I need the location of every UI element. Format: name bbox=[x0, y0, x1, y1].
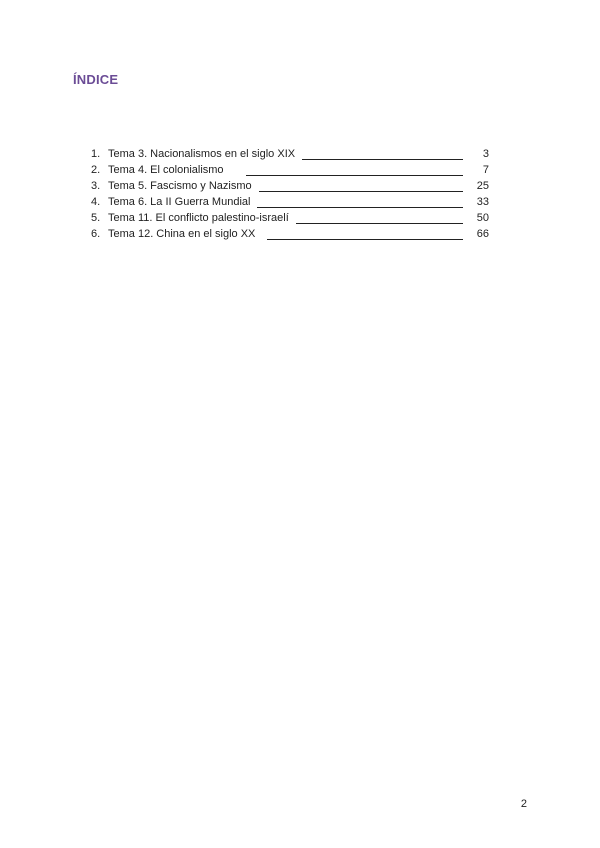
toc-entry-number: 3. bbox=[91, 180, 101, 192]
toc-entry bbox=[91, 194, 491, 210]
toc-leader-line bbox=[302, 149, 463, 160]
toc-entry bbox=[91, 226, 491, 242]
toc-leader-line bbox=[296, 213, 463, 224]
toc-entry-title: Tema 5. Fascismo y Nazismo bbox=[108, 180, 252, 192]
toc-entry-title: Tema 6. La II Guerra Mundial bbox=[108, 196, 251, 208]
toc-entry-page: 25 bbox=[476, 180, 489, 192]
index-heading: ÍNDICE bbox=[73, 72, 119, 87]
table-of-contents bbox=[91, 146, 491, 242]
toc-entry-number: 6. bbox=[91, 228, 101, 240]
toc-leader-line bbox=[257, 197, 463, 208]
toc-leader-line bbox=[267, 229, 463, 240]
toc-entry-number: 4. bbox=[91, 196, 101, 208]
toc-entry bbox=[91, 146, 491, 162]
toc-entry-page: 66 bbox=[476, 228, 489, 240]
toc-entry-number: 5. bbox=[91, 212, 101, 224]
toc-leader-line bbox=[259, 181, 463, 192]
toc-entry-page: 7 bbox=[482, 164, 489, 176]
toc-entry-title: Tema 11. El conflicto palestino-israelí bbox=[108, 212, 289, 224]
toc-entry-page: 33 bbox=[476, 196, 489, 208]
toc-entry bbox=[91, 178, 491, 194]
toc-entry-title: Tema 4. El colonialismo bbox=[108, 164, 224, 176]
toc-entry bbox=[91, 162, 491, 178]
toc-entry-number: 1. bbox=[91, 148, 101, 160]
toc-entry-number: 2. bbox=[91, 164, 101, 176]
toc-entry-page: 50 bbox=[476, 212, 489, 224]
page-number: 2 bbox=[520, 798, 527, 810]
toc-entry-page: 3 bbox=[482, 148, 489, 160]
toc-entry-title: Tema 3. Nacionalismos en el siglo XIX bbox=[108, 148, 296, 160]
toc-entry-title: Tema 12. China en el siglo XX bbox=[108, 228, 256, 240]
toc-leader-line bbox=[246, 165, 463, 176]
toc-entry bbox=[91, 210, 491, 226]
